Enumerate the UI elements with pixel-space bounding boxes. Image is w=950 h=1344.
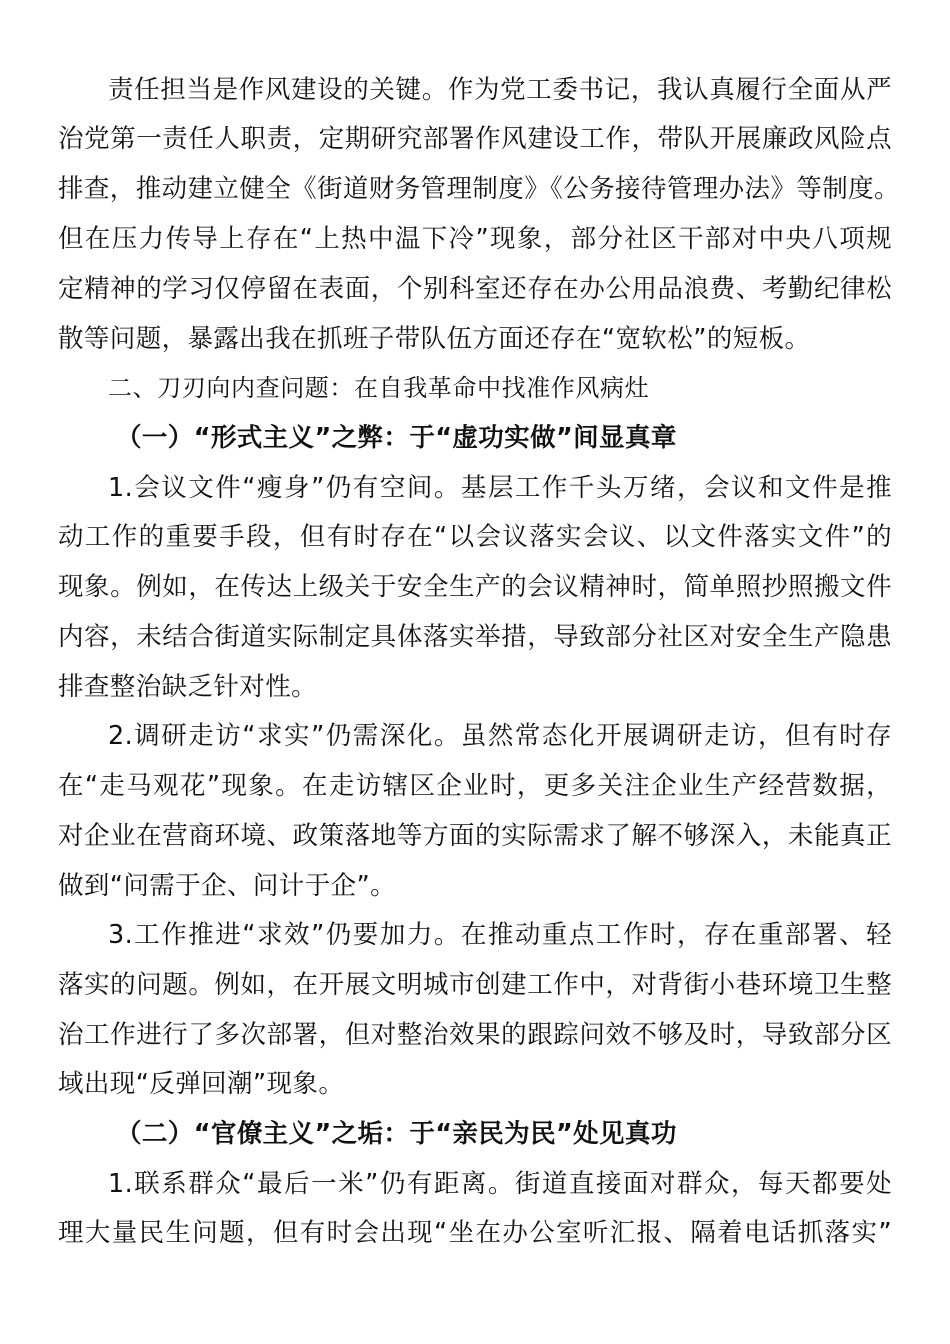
paragraph-line: 定精神的学习仅停留在表面，个别科室还存在办公用品浪费、考勤纪律松: [58, 274, 892, 304]
paragraph-line: 1.联系群众“最后一米”仍有距离。街道直接面对群众，每天都要处: [108, 1169, 892, 1199]
paragraph-line: 理大量民生问题，但有时会出现“坐在办公室听汇报、隔着电话抓落实”: [58, 1218, 892, 1248]
paragraph-line: 在“走马观花”现象。在走访辖区企业时，更多关注企业生产经营数据，: [58, 771, 892, 801]
paragraph-line: 治党第一责任人职责，定期研究部署作风建设工作，带队开展廉政风险点: [58, 124, 892, 154]
paragraph-line: 排查，推动建立健全《街道财务管理制度》《公务接待管理办法》等制度。: [58, 174, 900, 204]
paragraph-line: 现象。例如，在传达上级关于安全生产的会议精神时，简单照抄照搬文件: [58, 572, 892, 602]
subsection-heading: （二）“官僚主义”之垢：于“亲民为民”处见真功: [116, 1119, 677, 1149]
paragraph-line: 3.工作推进“求效”仍要加力。在推动重点工作时，存在重部署、轻: [108, 920, 892, 950]
paragraph-line: 2.调研走访“求实”仍需深化。虽然常态化开展调研走访，但有时存: [108, 721, 892, 751]
paragraph-line: 域出现“反弹回潮”现象。: [58, 1069, 345, 1099]
paragraph-line: 散等问题，暴露出我在抓班子带队伍方面还存在“宽软松”的短板。: [58, 324, 811, 354]
paragraph-line: 内容，未结合街道实际制定具体落实举措，导致部分社区对安全生产隐患: [58, 622, 892, 652]
paragraph-line: 1.会议文件“瘦身”仍有空间。基层工作千头万绪，会议和文件是推: [108, 473, 892, 503]
paragraph-line: 动工作的重要手段，但有时存在“以会议落实会议、以文件落实文件”的: [58, 522, 892, 552]
paragraph-line: 做到“问需于企、问计于企”。: [58, 871, 397, 901]
paragraph-line: 对企业在营商环境、政策落地等方面的实际需求了解不够深入，未能真正: [58, 821, 892, 851]
section-heading: 二、刀刃向内查问题：在自我革命中找准作风病灶: [108, 374, 650, 402]
subsection-heading: （一）“形式主义”之弊：于“虚功实做”间显真章: [116, 423, 677, 453]
paragraph-line: 排查整治缺乏针对性。: [58, 672, 318, 702]
paragraph-line: 治工作进行了多次部署，但对整治效果的跟踪问效不够及时，导致部分区: [58, 1020, 892, 1050]
paragraph-line: 但在压力传导上存在“上热中温下冷”现象，部分社区干部对中央八项规: [58, 224, 892, 254]
paragraph-line: 落实的问题。例如，在开展文明城市创建工作中，对背街小巷环境卫生整: [58, 970, 892, 1000]
paragraph-line: 责任担当是作风建设的关键。作为党工委书记，我认真履行全面从严: [108, 75, 892, 105]
